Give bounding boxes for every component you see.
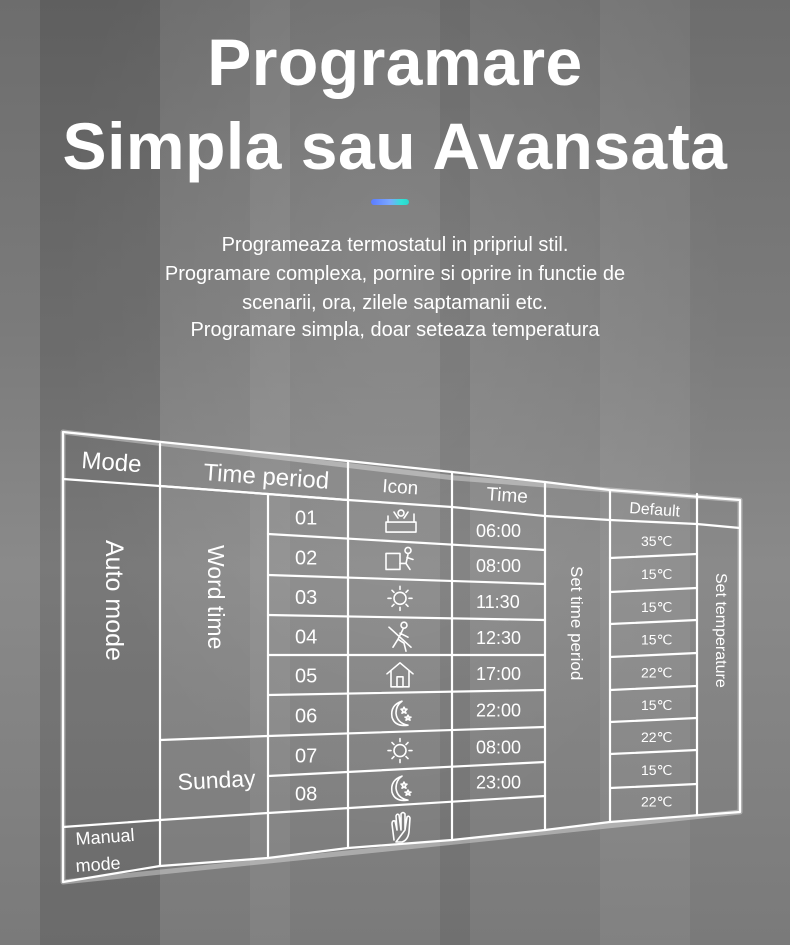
row-divider <box>610 784 697 788</box>
schedule-rows <box>295 508 521 806</box>
hand-icon <box>392 813 410 843</box>
default-temperature: 15℃ <box>641 762 673 778</box>
row-divider <box>610 718 697 722</box>
label-sunday: Sunday <box>176 764 257 795</box>
row-divider <box>268 727 545 736</box>
label-auto-mode: Auto mode <box>100 540 128 661</box>
header-time-period: Time period <box>202 459 330 495</box>
period-number: 06 <box>295 705 318 728</box>
default-temperature: 35℃ <box>641 533 673 549</box>
row-divider <box>610 588 697 592</box>
header-mode: Mode <box>80 447 143 479</box>
moon-icon <box>392 701 411 725</box>
header-time: Time <box>485 484 529 508</box>
subtitle-line: Programare complexa, pornire si oprire in functie de <box>164 263 626 285</box>
home-icon <box>387 663 413 687</box>
period-time: 06:00 <box>476 520 522 541</box>
period-number: 01 <box>295 507 318 530</box>
period-time: 23:00 <box>476 772 522 793</box>
title-line-2: Simpla sau Avansata <box>62 109 728 183</box>
grid-line <box>63 813 268 827</box>
period-number: 02 <box>295 547 318 570</box>
period-time: 22:00 <box>476 700 522 721</box>
default-values <box>641 533 672 810</box>
default-temperature: 22℃ <box>641 793 673 810</box>
row-divider <box>610 620 697 624</box>
sun-icon <box>388 739 412 763</box>
grid-line <box>160 736 268 740</box>
label-manual-mode: Manual <box>74 824 136 849</box>
period-time: 12:30 <box>476 628 522 649</box>
leave-home-icon <box>386 547 413 569</box>
sun-icon <box>388 586 412 610</box>
header-default: Default <box>628 500 681 521</box>
period-time: 08:00 <box>476 555 522 576</box>
title-line-1: Programare <box>207 25 583 99</box>
period-time: 11:30 <box>476 591 520 612</box>
default-temperature: 22℃ <box>641 664 673 681</box>
label-word-time: Word time <box>203 545 229 650</box>
walking-person-icon <box>389 622 411 651</box>
header-icon: Icon <box>381 476 419 500</box>
subtitle-line: scenarii, ora, zilele saptamanii etc. <box>242 292 548 314</box>
row-divider <box>610 686 697 690</box>
moon-icon <box>392 776 411 800</box>
default-temperature: 15℃ <box>641 599 673 615</box>
label-manual-mode: mode <box>74 852 122 876</box>
default-temperature: 22℃ <box>641 729 673 745</box>
row-divider <box>268 690 545 695</box>
row-divider <box>610 554 697 558</box>
row-divider <box>610 653 697 657</box>
default-temperature: 15℃ <box>641 566 673 582</box>
period-number: 04 <box>295 626 318 649</box>
default-temperature: 15℃ <box>641 697 673 713</box>
label-set-time-period: Set time period <box>567 566 586 681</box>
period-number: 08 <box>295 783 318 806</box>
period-time: 08:00 <box>476 737 522 758</box>
subtitle-line: Programare simpla, doar seteaza temperatura <box>190 319 600 341</box>
label-set-temperature: Set temperature <box>712 573 729 688</box>
row-divider <box>268 615 545 620</box>
period-number: 05 <box>295 665 318 688</box>
period-number: 07 <box>295 745 318 768</box>
row-divider <box>610 750 697 754</box>
period-number: 03 <box>295 587 318 610</box>
default-temperature: 15℃ <box>641 631 673 648</box>
subtitle-line: Programeaza termostatul in pripriul stil. <box>221 234 569 256</box>
period-time: 17:00 <box>476 663 522 684</box>
row-divider <box>268 575 545 584</box>
wake-up-icon <box>386 510 416 532</box>
